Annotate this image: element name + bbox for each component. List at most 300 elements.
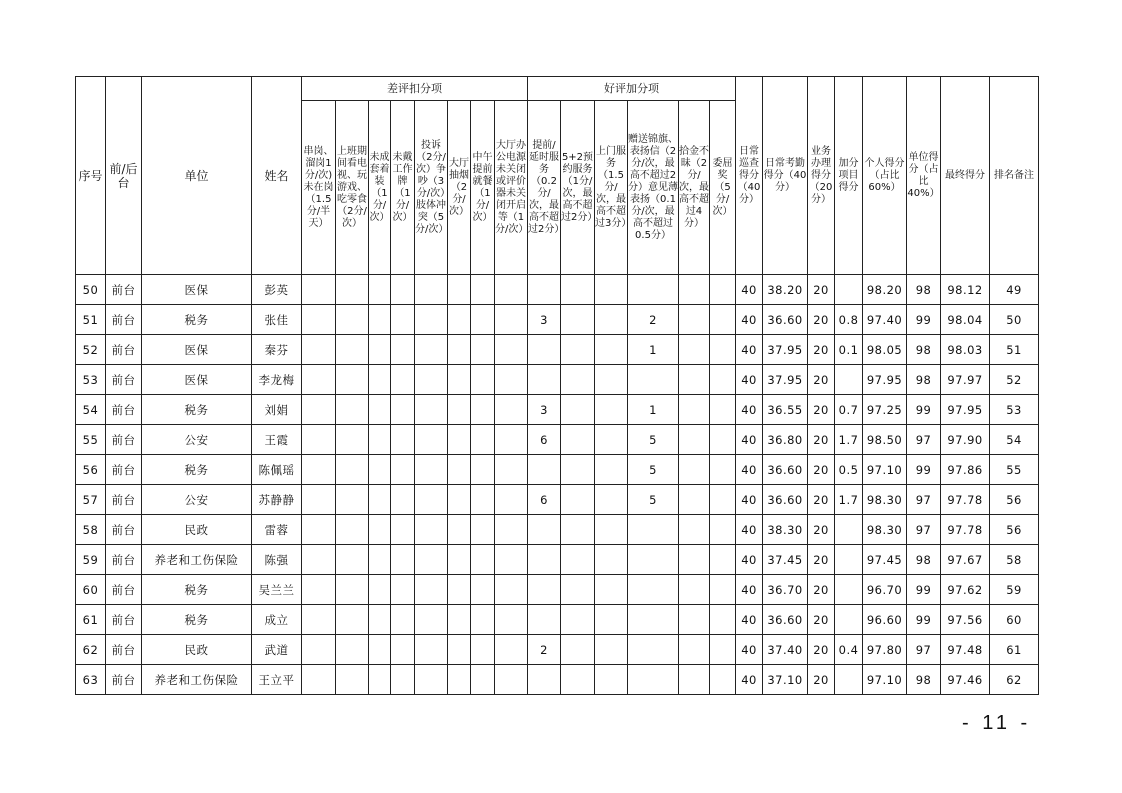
cell-patrol: 40	[736, 545, 763, 575]
cell-final: 97.48	[941, 635, 990, 665]
cell-seq: 63	[76, 665, 106, 695]
header-deduct-7: 中午提前就餐（1分/次）	[471, 101, 495, 275]
cell-b1	[528, 575, 561, 605]
header-rank: 排名备注	[990, 77, 1039, 275]
cell-empty	[710, 485, 736, 515]
cell-pos: 前台	[106, 305, 142, 335]
cell-unit: 税务	[142, 575, 252, 605]
cell-unit-score: 98	[907, 365, 941, 395]
cell-rank: 55	[990, 455, 1039, 485]
cell-final: 98.03	[941, 335, 990, 365]
cell-empty	[561, 485, 595, 515]
cell-rank: 53	[990, 395, 1039, 425]
cell-personal: 97.80	[863, 635, 907, 665]
cell-attendance: 38.30	[763, 515, 808, 545]
cell-unit-score: 98	[907, 335, 941, 365]
cell-empty	[561, 395, 595, 425]
cell-pos: 前台	[106, 605, 142, 635]
cell-patrol: 40	[736, 425, 763, 455]
header-bonus-6: 委屈奖（5分/次）	[710, 101, 736, 275]
cell-unit: 医保	[142, 275, 252, 305]
cell-pos: 前台	[106, 455, 142, 485]
cell-patrol: 40	[736, 395, 763, 425]
cell-rank: 59	[990, 575, 1039, 605]
cell-empty	[679, 395, 710, 425]
cell-unit: 税务	[142, 455, 252, 485]
cell-empty	[495, 485, 528, 515]
cell-name: 彭英	[252, 275, 302, 305]
cell-business: 20	[808, 455, 835, 485]
cell-unit-score: 99	[907, 395, 941, 425]
cell-name: 王霞	[252, 425, 302, 455]
cell-pos: 前台	[106, 335, 142, 365]
cell-patrol: 40	[736, 485, 763, 515]
cell-empty	[495, 305, 528, 335]
cell-empty	[448, 335, 471, 365]
cell-empty	[710, 545, 736, 575]
cell-attendance: 37.40	[763, 635, 808, 665]
cell-empty	[391, 425, 415, 455]
cell-empty	[495, 665, 528, 695]
cell-final: 98.12	[941, 275, 990, 305]
cell-rank: 54	[990, 425, 1039, 455]
cell-b1: 6	[528, 485, 561, 515]
header-bonus-1: 提前/延时服务（0.2分/次，最高不超过2分）	[528, 101, 561, 275]
cell-patrol: 40	[736, 305, 763, 335]
cell-empty	[495, 575, 528, 605]
header-bonus-item: 加分项目得分	[835, 77, 863, 275]
page-number: - 11 -	[962, 712, 1032, 734]
cell-empty	[471, 455, 495, 485]
cell-empty	[471, 335, 495, 365]
cell-empty	[302, 275, 336, 305]
cell-empty	[336, 665, 369, 695]
cell-empty	[471, 365, 495, 395]
cell-personal: 97.40	[863, 305, 907, 335]
cell-pos: 前台	[106, 635, 142, 665]
cell-empty	[595, 575, 628, 605]
cell-empty	[710, 395, 736, 425]
cell-attendance: 37.10	[763, 665, 808, 695]
cell-pos: 前台	[106, 425, 142, 455]
cell-name: 成立	[252, 605, 302, 635]
cell-attendance: 37.45	[763, 545, 808, 575]
table-row	[76, 305, 1039, 335]
header-bonus-4: 赠送锦旗、表扬信（2分/次，最高不超过2分）意见薄表扬（0.1分/次，最高不超过0.5分）	[628, 101, 679, 275]
cell-empty	[302, 485, 336, 515]
cell-unit-score: 98	[907, 275, 941, 305]
cell-pos: 前台	[106, 575, 142, 605]
cell-empty	[302, 365, 336, 395]
header-name: 姓名	[252, 77, 302, 275]
cell-unit: 税务	[142, 395, 252, 425]
cell-seq: 62	[76, 635, 106, 665]
cell-final: 97.86	[941, 455, 990, 485]
cell-empty	[471, 635, 495, 665]
cell-final: 97.67	[941, 545, 990, 575]
cell-rank: 51	[990, 335, 1039, 365]
cell-business: 20	[808, 305, 835, 335]
cell-seq: 53	[76, 365, 106, 395]
cell-empty	[415, 485, 448, 515]
cell-business: 20	[808, 575, 835, 605]
cell-empty	[336, 485, 369, 515]
cell-unit-score: 99	[907, 575, 941, 605]
cell-empty	[448, 275, 471, 305]
header-deduct-6: 大厅抽烟（2分/次）	[448, 101, 471, 275]
cell-personal: 97.10	[863, 455, 907, 485]
cell-empty	[495, 605, 528, 635]
cell-empty	[471, 395, 495, 425]
cell-empty	[471, 515, 495, 545]
cell-empty	[679, 335, 710, 365]
cell-bonus: 0.5	[835, 455, 863, 485]
table-row	[76, 455, 1039, 485]
cell-empty	[561, 635, 595, 665]
cell-b4: 1	[628, 395, 679, 425]
cell-attendance: 36.55	[763, 395, 808, 425]
header-bonus-2: 5+2预约服务（1分/次，最高不超过2分）	[561, 101, 595, 275]
cell-business: 20	[808, 665, 835, 695]
cell-empty	[495, 635, 528, 665]
cell-empty	[336, 545, 369, 575]
cell-seq: 60	[76, 575, 106, 605]
cell-rank: 56	[990, 485, 1039, 515]
cell-unit: 医保	[142, 365, 252, 395]
cell-empty	[369, 515, 391, 545]
cell-empty	[415, 635, 448, 665]
cell-empty	[391, 605, 415, 635]
table-row	[76, 635, 1039, 665]
cell-empty	[679, 305, 710, 335]
cell-empty	[415, 305, 448, 335]
cell-bonus: 1.7	[835, 485, 863, 515]
cell-empty	[415, 365, 448, 395]
cell-empty	[391, 545, 415, 575]
header-final: 最终得分	[941, 77, 990, 275]
cell-attendance: 36.60	[763, 455, 808, 485]
cell-empty	[495, 455, 528, 485]
cell-empty	[448, 515, 471, 545]
cell-business: 20	[808, 335, 835, 365]
header-position: 前/后台	[106, 77, 142, 275]
cell-empty	[595, 365, 628, 395]
cell-empty	[391, 515, 415, 545]
cell-unit-score: 97	[907, 635, 941, 665]
cell-empty	[679, 275, 710, 305]
cell-personal: 96.60	[863, 605, 907, 635]
cell-empty	[561, 575, 595, 605]
cell-rank: 56	[990, 515, 1039, 545]
cell-bonus	[835, 575, 863, 605]
cell-empty	[302, 395, 336, 425]
cell-final: 97.95	[941, 395, 990, 425]
cell-attendance: 38.20	[763, 275, 808, 305]
cell-unit-score: 99	[907, 305, 941, 335]
cell-rank: 61	[990, 635, 1039, 665]
cell-final: 97.97	[941, 365, 990, 395]
cell-unit-score: 97	[907, 485, 941, 515]
cell-pos: 前台	[106, 365, 142, 395]
cell-empty	[679, 365, 710, 395]
cell-bonus	[835, 365, 863, 395]
cell-empty	[679, 575, 710, 605]
cell-patrol: 40	[736, 275, 763, 305]
cell-empty	[710, 335, 736, 365]
cell-empty	[471, 275, 495, 305]
cell-empty	[336, 515, 369, 545]
cell-empty	[448, 575, 471, 605]
header-deduct-8: 大厅办公电源未关闭或评价器未关闭开启等（1分/次）	[495, 101, 528, 275]
cell-empty	[415, 455, 448, 485]
cell-business: 20	[808, 545, 835, 575]
cell-empty	[710, 635, 736, 665]
cell-unit-score: 97	[907, 515, 941, 545]
cell-empty	[369, 305, 391, 335]
cell-empty	[471, 545, 495, 575]
cell-patrol: 40	[736, 575, 763, 605]
cell-empty	[369, 275, 391, 305]
cell-empty	[336, 635, 369, 665]
cell-empty	[561, 365, 595, 395]
cell-empty	[391, 395, 415, 425]
cell-empty	[448, 425, 471, 455]
cell-empty	[302, 575, 336, 605]
table-row	[76, 335, 1039, 365]
cell-empty	[595, 545, 628, 575]
cell-empty	[369, 485, 391, 515]
cell-empty	[415, 605, 448, 635]
table-row	[76, 485, 1039, 515]
header-deduct-group: 差评扣分项	[302, 77, 528, 101]
cell-b1	[528, 515, 561, 545]
cell-business: 20	[808, 635, 835, 665]
cell-b1	[528, 275, 561, 305]
cell-name: 陈强	[252, 545, 302, 575]
cell-b4	[628, 275, 679, 305]
cell-patrol: 40	[736, 365, 763, 395]
cell-unit: 税务	[142, 305, 252, 335]
cell-b4: 2	[628, 305, 679, 335]
cell-pos: 前台	[106, 665, 142, 695]
cell-personal: 97.10	[863, 665, 907, 695]
cell-bonus: 0.7	[835, 395, 863, 425]
cell-empty	[448, 365, 471, 395]
cell-business: 20	[808, 395, 835, 425]
cell-empty	[336, 365, 369, 395]
cell-empty	[302, 545, 336, 575]
cell-unit: 医保	[142, 335, 252, 365]
cell-name: 秦芬	[252, 335, 302, 365]
cell-empty	[561, 545, 595, 575]
table-row	[76, 665, 1039, 695]
cell-rank: 62	[990, 665, 1039, 695]
cell-empty	[561, 515, 595, 545]
cell-b4	[628, 605, 679, 635]
cell-rank: 49	[990, 275, 1039, 305]
cell-pos: 前台	[106, 545, 142, 575]
cell-personal: 98.05	[863, 335, 907, 365]
cell-name: 刘娟	[252, 395, 302, 425]
table-row	[76, 545, 1039, 575]
cell-empty	[595, 305, 628, 335]
cell-empty	[415, 335, 448, 365]
cell-name: 陈佩瑶	[252, 455, 302, 485]
cell-empty	[448, 605, 471, 635]
cell-bonus	[835, 515, 863, 545]
cell-personal: 98.50	[863, 425, 907, 455]
cell-seq: 51	[76, 305, 106, 335]
cell-patrol: 40	[736, 665, 763, 695]
cell-final: 97.46	[941, 665, 990, 695]
cell-final: 97.78	[941, 485, 990, 515]
cell-empty	[391, 335, 415, 365]
header-deduct-3: 未成套着装（1分/次）	[369, 101, 391, 275]
cell-personal: 98.20	[863, 275, 907, 305]
cell-unit: 公安	[142, 425, 252, 455]
cell-empty	[448, 395, 471, 425]
cell-personal: 97.95	[863, 365, 907, 395]
cell-empty	[679, 605, 710, 635]
cell-empty	[369, 665, 391, 695]
header-bonus-5: 拾金不昧（2分/次，最高不超过4分）	[679, 101, 710, 275]
cell-b4: 5	[628, 455, 679, 485]
cell-b1	[528, 455, 561, 485]
header-deduct-4: 未戴工作牌（1分/次）	[391, 101, 415, 275]
cell-empty	[595, 515, 628, 545]
cell-empty	[302, 425, 336, 455]
cell-b4	[628, 665, 679, 695]
cell-empty	[679, 665, 710, 695]
cell-empty	[495, 425, 528, 455]
cell-business: 20	[808, 425, 835, 455]
header-deduct-2: 上班期间看电视、玩游戏、吃零食（2分/次）	[336, 101, 369, 275]
cell-business: 20	[808, 275, 835, 305]
cell-empty	[336, 575, 369, 605]
cell-empty	[302, 635, 336, 665]
cell-bonus: 0.4	[835, 635, 863, 665]
cell-bonus: 0.8	[835, 305, 863, 335]
cell-empty	[471, 425, 495, 455]
cell-b4: 1	[628, 335, 679, 365]
cell-business: 20	[808, 365, 835, 395]
cell-business: 20	[808, 605, 835, 635]
cell-empty	[448, 305, 471, 335]
cell-patrol: 40	[736, 455, 763, 485]
cell-seq: 54	[76, 395, 106, 425]
cell-unit: 养老和工伤保险	[142, 545, 252, 575]
cell-name: 张佳	[252, 305, 302, 335]
header-attendance: 日常考勤得分（40分）	[763, 77, 808, 275]
cell-empty	[336, 275, 369, 305]
header-row-1	[76, 77, 1039, 101]
cell-empty	[391, 485, 415, 515]
header-bonus-group: 好评加分项	[528, 77, 736, 101]
cell-empty	[595, 455, 628, 485]
cell-attendance: 36.80	[763, 425, 808, 455]
cell-empty	[391, 275, 415, 305]
cell-b1	[528, 605, 561, 635]
cell-empty	[369, 605, 391, 635]
cell-empty	[495, 275, 528, 305]
cell-empty	[679, 635, 710, 665]
score-table	[75, 76, 1039, 695]
cell-seq: 59	[76, 545, 106, 575]
cell-empty	[369, 545, 391, 575]
cell-unit-score: 99	[907, 455, 941, 485]
cell-b4	[628, 545, 679, 575]
cell-empty	[710, 665, 736, 695]
cell-final: 98.04	[941, 305, 990, 335]
cell-empty	[710, 575, 736, 605]
table-row	[76, 515, 1039, 545]
cell-empty	[710, 515, 736, 545]
cell-b1	[528, 365, 561, 395]
cell-empty	[302, 305, 336, 335]
cell-personal: 96.70	[863, 575, 907, 605]
cell-empty	[415, 425, 448, 455]
cell-empty	[561, 305, 595, 335]
cell-b1	[528, 545, 561, 575]
cell-empty	[710, 425, 736, 455]
cell-empty	[595, 605, 628, 635]
cell-pos: 前台	[106, 275, 142, 305]
cell-empty	[561, 455, 595, 485]
cell-seq: 57	[76, 485, 106, 515]
cell-empty	[369, 335, 391, 365]
cell-empty	[302, 665, 336, 695]
cell-empty	[302, 515, 336, 545]
cell-empty	[710, 365, 736, 395]
cell-seq: 55	[76, 425, 106, 455]
cell-pos: 前台	[106, 395, 142, 425]
cell-b4	[628, 515, 679, 545]
cell-empty	[710, 605, 736, 635]
header-seq: 序号	[76, 77, 106, 275]
cell-empty	[369, 635, 391, 665]
cell-empty	[448, 635, 471, 665]
cell-pos: 前台	[106, 485, 142, 515]
cell-rank: 58	[990, 545, 1039, 575]
cell-final: 97.78	[941, 515, 990, 545]
cell-empty	[415, 395, 448, 425]
cell-unit: 税务	[142, 605, 252, 635]
cell-empty	[595, 425, 628, 455]
cell-personal: 98.30	[863, 485, 907, 515]
cell-rank: 50	[990, 305, 1039, 335]
cell-empty	[710, 455, 736, 485]
cell-bonus: 0.1	[835, 335, 863, 365]
cell-unit: 公安	[142, 485, 252, 515]
cell-b1: 3	[528, 305, 561, 335]
cell-empty	[561, 335, 595, 365]
cell-empty	[336, 455, 369, 485]
cell-patrol: 40	[736, 515, 763, 545]
cell-unit-score: 99	[907, 605, 941, 635]
cell-attendance: 36.60	[763, 305, 808, 335]
cell-empty	[679, 485, 710, 515]
cell-empty	[495, 335, 528, 365]
cell-empty	[369, 455, 391, 485]
cell-empty	[302, 455, 336, 485]
cell-bonus	[835, 605, 863, 635]
cell-attendance: 36.60	[763, 485, 808, 515]
cell-empty	[415, 665, 448, 695]
cell-b1: 2	[528, 635, 561, 665]
cell-empty	[369, 575, 391, 605]
cell-empty	[391, 665, 415, 695]
cell-empty	[495, 365, 528, 395]
